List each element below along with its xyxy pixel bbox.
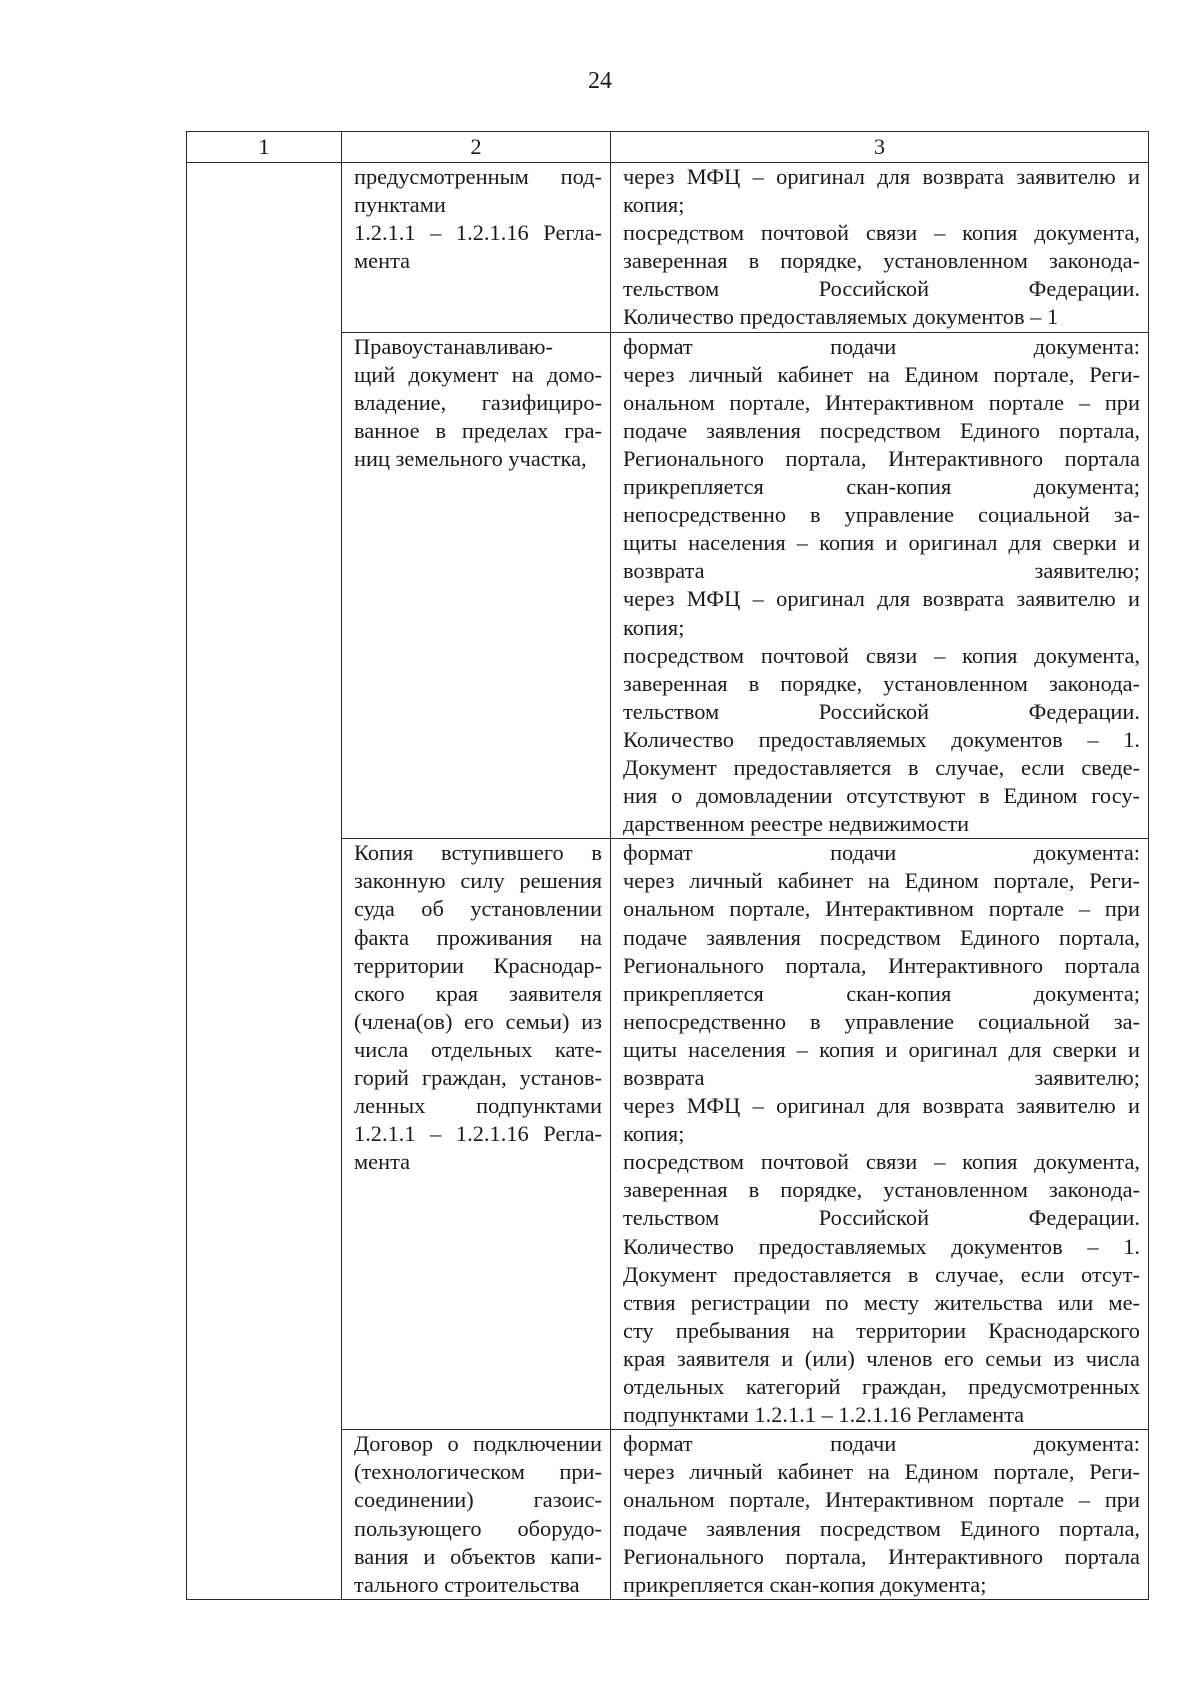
text-line: щий документ на домо- bbox=[354, 361, 602, 387]
text-line: тельством Российской Федерации. bbox=[623, 698, 1140, 724]
submission-format-cell bbox=[611, 839, 1149, 1430]
column-1-cell bbox=[187, 163, 342, 1600]
text-line: суда об установлении bbox=[354, 896, 602, 922]
text-line: копия; bbox=[623, 192, 685, 218]
text-line: копия; bbox=[623, 1121, 685, 1147]
text-line: Регионального портала, Интерактивного портала bbox=[623, 1543, 1140, 1569]
text-line: законную силу решения bbox=[354, 868, 602, 894]
header-row bbox=[187, 132, 1149, 163]
text-line: тельством Российской Федерации. bbox=[623, 1205, 1140, 1231]
text-line: горий граждан, установ- bbox=[354, 1065, 602, 1090]
submission-format-cell bbox=[611, 1430, 1149, 1600]
text-line: подаче заявления посредством Единого портала, bbox=[623, 924, 1140, 950]
text-line: ональном портале, Интерактивном портале – при bbox=[623, 1487, 1140, 1513]
text-line: посредством почтовой связи – копия документа, bbox=[623, 220, 1140, 246]
header-col-2: 2 bbox=[342, 132, 611, 163]
table-row bbox=[187, 163, 1149, 333]
text-line: прикрепляется скан-копия документа; bbox=[623, 980, 1140, 1006]
submission-format-cell bbox=[611, 163, 1149, 333]
document-name-cell bbox=[342, 1430, 611, 1600]
text-line: копия; bbox=[623, 614, 685, 640]
text-line: возврата заявителю; bbox=[623, 1065, 1140, 1090]
text-line: прикрепляется скан-копия документа; bbox=[623, 1571, 987, 1597]
text-line: (технологическом при- bbox=[354, 1459, 602, 1485]
text-line: Копия вступившего в bbox=[354, 840, 602, 866]
text-line: щиты населения – копия и оригинал для сверки и bbox=[623, 530, 1140, 556]
text-line: подаче заявления посредством Единого портала, bbox=[623, 1515, 1140, 1541]
text-line: через личный кабинет на Едином портале, Реги- bbox=[623, 1459, 1140, 1485]
text-line: через МФЦ – оригинал для возврата заявителю и bbox=[623, 164, 1140, 189]
text-line: (члена(ов) его семьи) из bbox=[354, 1008, 602, 1034]
text-line: Количество предоставляемых документов – 1. bbox=[623, 726, 1140, 752]
text-line: через личный кабинет на Едином портале, Реги- bbox=[623, 361, 1140, 387]
text-line: ского края заявителя bbox=[354, 980, 602, 1006]
text-line: прикрепляется скан-копия документа; bbox=[623, 474, 1140, 500]
text-line: отдельных категорий граждан, предусмотренных bbox=[623, 1374, 1140, 1400]
text-line: мента bbox=[354, 1149, 411, 1175]
text-line: сту пребывания на территории Краснодарского bbox=[623, 1317, 1140, 1343]
text-line: возврата заявителю; bbox=[623, 558, 1140, 584]
text-line: ональном портале, Интерактивном портале – при bbox=[623, 896, 1140, 922]
text-line: непосредственно в управление социальной за- bbox=[623, 1008, 1140, 1034]
submission-format-cell bbox=[611, 332, 1149, 839]
text-line: ниц земельного участка, bbox=[354, 445, 587, 471]
text-line: дарственном реестре недвижимости bbox=[623, 811, 970, 837]
text-line: владение, газифициро- bbox=[354, 389, 602, 415]
text-line: щиты населения – копия и оригинал для сверки и bbox=[623, 1036, 1140, 1062]
text-line: факта проживания на bbox=[354, 924, 602, 950]
text-line: тельством Российской Федерации. bbox=[623, 276, 1140, 302]
text-line: мента bbox=[354, 248, 411, 274]
text-line: через МФЦ – оригинал для возврата заявителю и bbox=[623, 586, 1140, 612]
text-line: Документ предоставляется в случае, если отсут- bbox=[623, 1261, 1140, 1287]
text-line: заверенная в порядке, установленном законода- bbox=[623, 670, 1140, 696]
text-line: Регионального портала, Интерактивного портала bbox=[623, 952, 1140, 978]
text-line: числа отдельных кате- bbox=[354, 1036, 602, 1062]
text-line: формат подачи документа: bbox=[623, 1431, 1140, 1457]
text-line: предусмотренным под- bbox=[354, 164, 602, 189]
text-line: посредством почтовой связи – копия документа, bbox=[623, 642, 1140, 668]
text-line: через личный кабинет на Едином портале, Реги- bbox=[623, 868, 1140, 894]
text-line: ональном портале, Интерактивном портале – при bbox=[623, 389, 1140, 415]
page-number: 24 bbox=[588, 68, 612, 94]
text-line: пользующего оборудо- bbox=[354, 1515, 602, 1541]
text-line: ствия регистрации по месту жительства или ме- bbox=[623, 1289, 1140, 1315]
text-line: непосредственно в управление социальной за- bbox=[623, 502, 1140, 528]
text-line: 1.2.1.1 – 1.2.1.16 Регла- bbox=[354, 220, 602, 246]
text-line: подпунктами 1.2.1.1 – 1.2.1.16 Регламента bbox=[623, 1402, 1025, 1428]
text-line: ванное в пределах гра- bbox=[354, 417, 602, 443]
text-line: Количество предоставляемых документов – 1 bbox=[623, 304, 1059, 330]
text-line: Правоустанавливаю- bbox=[354, 333, 553, 359]
text-line: Документ предоставляется в случае, если сведе- bbox=[623, 754, 1140, 780]
text-line: Количество предоставляемых документов – 1. bbox=[623, 1233, 1140, 1259]
text-line: края заявителя и (или) членов его семьи из числа bbox=[623, 1345, 1140, 1371]
header-col-1: 1 bbox=[187, 132, 342, 163]
table-body bbox=[187, 163, 1149, 1600]
text-line: пунктами bbox=[354, 192, 446, 218]
text-line: формат подачи документа: bbox=[623, 333, 1140, 359]
document-name-cell bbox=[342, 332, 611, 839]
text-line: территории Краснодар- bbox=[354, 952, 602, 978]
document-table bbox=[186, 131, 1149, 1600]
header-col-3: 3 bbox=[611, 132, 1149, 163]
text-line: тального строительства bbox=[354, 1571, 580, 1597]
text-line: вания и объектов капи- bbox=[354, 1543, 602, 1569]
text-line: заверенная в порядке, установленном законода- bbox=[623, 248, 1140, 274]
text-line: посредством почтовой связи – копия документа, bbox=[623, 1149, 1140, 1175]
text-line: 1.2.1.1 – 1.2.1.16 Регла- bbox=[354, 1121, 602, 1147]
text-line: заверенная в порядке, установленном законода- bbox=[623, 1177, 1140, 1203]
text-line: соединении) газоис- bbox=[354, 1487, 602, 1513]
text-line: формат подачи документа: bbox=[623, 840, 1140, 866]
document-name-cell bbox=[342, 163, 611, 333]
document-name-cell bbox=[342, 839, 611, 1430]
text-line: ния о домовладении отсутствуют в Едином госу- bbox=[623, 783, 1140, 809]
text-line: Регионального портала, Интерактивного портала bbox=[623, 445, 1140, 471]
text-line: ленных подпунктами bbox=[354, 1093, 602, 1119]
text-line: через МФЦ – оригинал для возврата заявителю и bbox=[623, 1093, 1140, 1119]
text-line: подаче заявления посредством Единого портала, bbox=[623, 417, 1140, 443]
text-line: Договор о подключении bbox=[354, 1431, 602, 1457]
